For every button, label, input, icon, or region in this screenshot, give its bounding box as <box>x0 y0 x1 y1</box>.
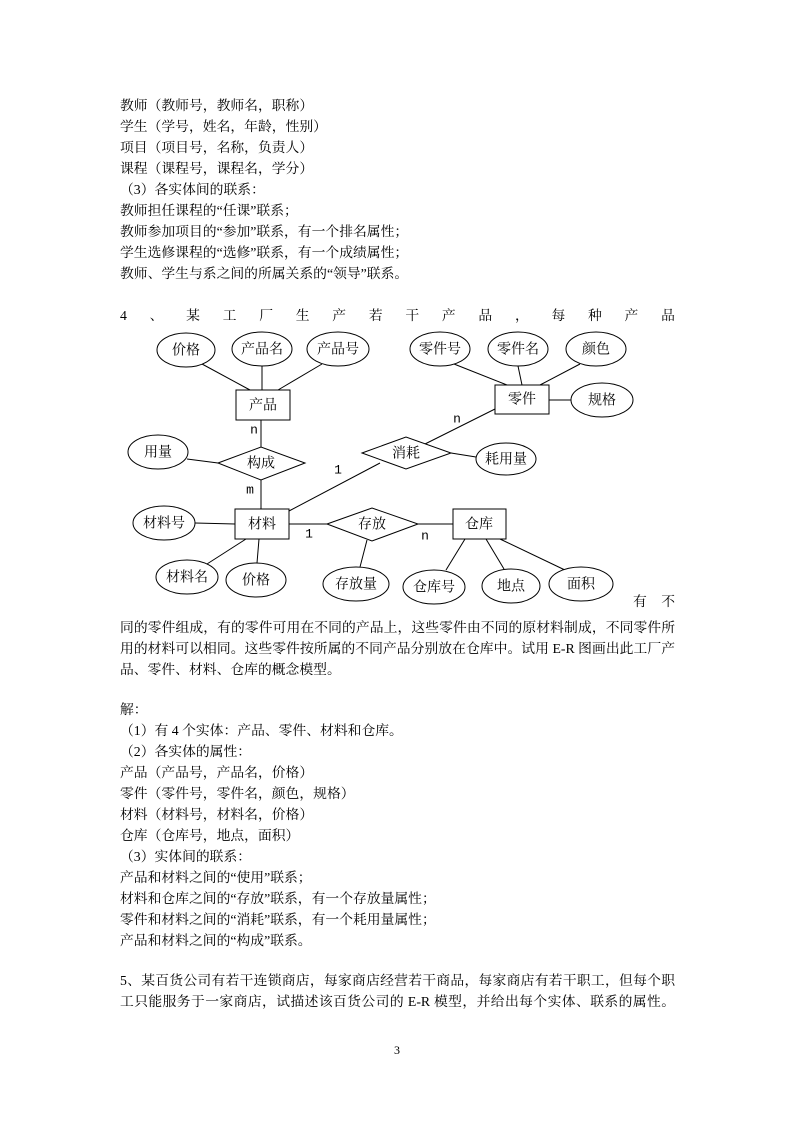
answer4-line: 产品和材料之间的“构成”联系。 <box>120 933 312 948</box>
entity-part <box>495 385 549 414</box>
spread-char: 产 <box>441 308 456 323</box>
page-number: 3 <box>394 1043 400 1057</box>
edge-product-no <box>278 364 322 390</box>
attr-material-name <box>156 560 218 594</box>
spread-char: 干 <box>405 308 420 323</box>
relation-line: 教师担任课程的“任课”联系； <box>120 203 298 218</box>
question5-line: 5、某百货公司有若干连锁商店，每家商店经营若干商品，每家商店有若干职工，但每个职 <box>120 973 675 988</box>
question5-block <box>120 970 675 1012</box>
entity-label: 材料 <box>248 517 276 533</box>
edge-material-name <box>207 539 246 564</box>
answer4-line: 材料和仓库之间的“存放”联系，有一个存放量属性； <box>120 891 436 906</box>
attr-warehouse-no <box>403 570 465 604</box>
answer4-line: （3）实体间的联系： <box>120 849 252 864</box>
spread-char: 4 <box>120 308 127 323</box>
cardinality-part-consume: n <box>453 411 461 427</box>
attr-label: 用量 <box>144 445 172 461</box>
er-diagram <box>0 320 794 610</box>
previous-answer-block <box>120 95 675 284</box>
attr-label: 材料号 <box>143 516 185 532</box>
spread-char: ， <box>514 308 529 323</box>
relationship-compose <box>218 447 305 480</box>
attr-label: 材料名 <box>166 570 208 586</box>
edge-store-qty <box>360 540 367 567</box>
entity-attr-line: 课程（课程号，课程名，学分） <box>120 161 314 176</box>
attr-part-color <box>566 332 626 366</box>
cardinality-compose-material: m <box>246 482 254 498</box>
cardinality-store-warehouse: n <box>421 528 429 544</box>
attr-label: 颜色 <box>582 342 610 358</box>
attr-label: 地点 <box>497 579 525 595</box>
relation-line: 教师、学生与系之间的所属关系的“领导”联系。 <box>120 266 409 281</box>
spread-char: 某 <box>186 308 200 323</box>
attr-label: 价格 <box>242 573 270 589</box>
attr-warehouse-location <box>482 569 540 603</box>
spread-char: 品 <box>478 308 493 323</box>
entity-product <box>236 390 290 420</box>
attr-label: 规格 <box>588 393 616 409</box>
attr-part-spec <box>571 383 633 417</box>
spread-char: 种 <box>588 308 602 323</box>
spread-char: 有 <box>633 594 647 609</box>
relationship-store <box>327 508 418 541</box>
entity-label: 仓库 <box>465 517 493 533</box>
relations-heading: （3）各实体间的联系： <box>120 182 265 197</box>
spread-char: 每 <box>551 308 566 323</box>
answer4-line: （2）各实体的属性： <box>120 744 252 759</box>
attr-label: 零件名 <box>497 342 539 358</box>
entity-label: 零件 <box>508 392 536 408</box>
answer4-line: 产品（产品号，产品名，价格） <box>120 765 314 780</box>
spread-char: 若 <box>368 308 383 323</box>
answer4-line: 材料（材料号，材料名，价格） <box>120 807 314 822</box>
edge-material-no <box>195 523 235 524</box>
relationship-label: 消耗 <box>392 446 420 462</box>
attr-label: 面积 <box>567 577 595 593</box>
edge-consume-qty <box>451 453 476 457</box>
entity-material <box>235 509 289 539</box>
attr-part-name <box>488 332 548 366</box>
answer4-line: 产品和材料之间的“使用”联系； <box>120 870 312 885</box>
attr-product-price <box>157 333 215 367</box>
relationship-label: 存放 <box>358 517 386 533</box>
edge-warehouse-no <box>446 539 465 570</box>
attr-compose-qty <box>128 435 188 469</box>
answer4-line: 零件（零件号，零件名，颜色，规格） <box>120 786 355 801</box>
edge-part-name <box>518 366 522 385</box>
attr-label: 耗用量 <box>485 452 527 468</box>
attr-label: 产品名 <box>241 342 283 358</box>
edge-warehouse-location <box>486 539 504 569</box>
attr-label: 产品号 <box>317 342 359 358</box>
edge-part-color <box>540 364 580 385</box>
spread-char: 工 <box>222 308 237 323</box>
entity-warehouse <box>453 509 506 539</box>
attr-consume-qty <box>476 443 536 475</box>
attr-label: 仓库号 <box>413 580 455 596</box>
relation-line: 学生选修课程的“选修”联系，有一个成绩属性； <box>120 245 409 260</box>
attr-product-no <box>307 332 369 366</box>
cardinality-material-store: 1 <box>305 526 313 542</box>
attr-store-qty <box>323 567 389 601</box>
entity-attr-line: 学生（学号，姓名，年龄，性别） <box>120 119 327 134</box>
attr-label: 存放量 <box>335 577 377 593</box>
question4-body-line: 同的零件组成，有的零件可用在不同的产品上，这些零件由不同的原材料制成，不同零件所 <box>120 620 675 635</box>
spread-char: 产 <box>332 308 347 323</box>
edge-material-price <box>257 539 259 563</box>
entity-attr-line: 项目（项目号，名称，负责人） <box>120 140 314 155</box>
spread-char: 品 <box>661 308 675 323</box>
attr-material-no <box>133 506 195 540</box>
question4-body-line: 品、零件、材料、仓库的概念模型。 <box>120 662 341 677</box>
spread-char: 产 <box>624 308 639 323</box>
spread-char: 、 <box>149 308 164 323</box>
question4-body-line: 用的材料可以相同。这些零件按所属的不同产品分别放在仓库中。试用 E-R 图画出此工厂产 <box>120 641 675 656</box>
edge-product-price <box>202 364 250 390</box>
edge-part-no <box>454 364 507 385</box>
attr-material-price <box>226 563 286 597</box>
edge-warehouse-area <box>500 539 567 571</box>
attr-warehouse-area <box>549 567 613 601</box>
question5-line: 工只能服务于一家商店，试描述该百货公司的 E-R 模型，并给出每个实体、联系的属性。 <box>120 994 675 1009</box>
entity-label: 产品 <box>249 398 277 414</box>
relationship-consume <box>362 437 451 469</box>
attr-product-name <box>232 332 292 366</box>
attr-part-no <box>410 332 470 366</box>
answer4-line: （1）有 4 个实体：产品、零件、材料和仓库。 <box>120 723 403 738</box>
cardinality-product-compose: n <box>250 422 258 438</box>
answer4-line: 仓库（仓库号，地点，面积） <box>120 828 300 843</box>
question4-body <box>120 617 675 680</box>
entity-attr-line: 教师（教师号，教师名，职称） <box>120 98 314 113</box>
answer4-line: 零件和材料之间的“消耗”联系，有一个耗用量属性； <box>120 912 436 927</box>
answer4-heading: 解： <box>120 702 148 717</box>
cardinality-consume-material: 1 <box>334 462 342 478</box>
question4-continuation-head <box>633 591 675 612</box>
attr-label: 零件号 <box>419 342 461 358</box>
spread-char: 不 <box>661 594 675 609</box>
attr-label: 价格 <box>172 343 200 359</box>
answer4-block <box>120 699 675 951</box>
edge-compose-qty <box>187 459 218 463</box>
relationship-label: 构成 <box>247 456 275 472</box>
spread-char: 厂 <box>259 308 274 323</box>
relation-line: 教师参加项目的“参加”联系，有一个排名属性； <box>120 224 409 239</box>
spread-char: 生 <box>295 308 310 323</box>
